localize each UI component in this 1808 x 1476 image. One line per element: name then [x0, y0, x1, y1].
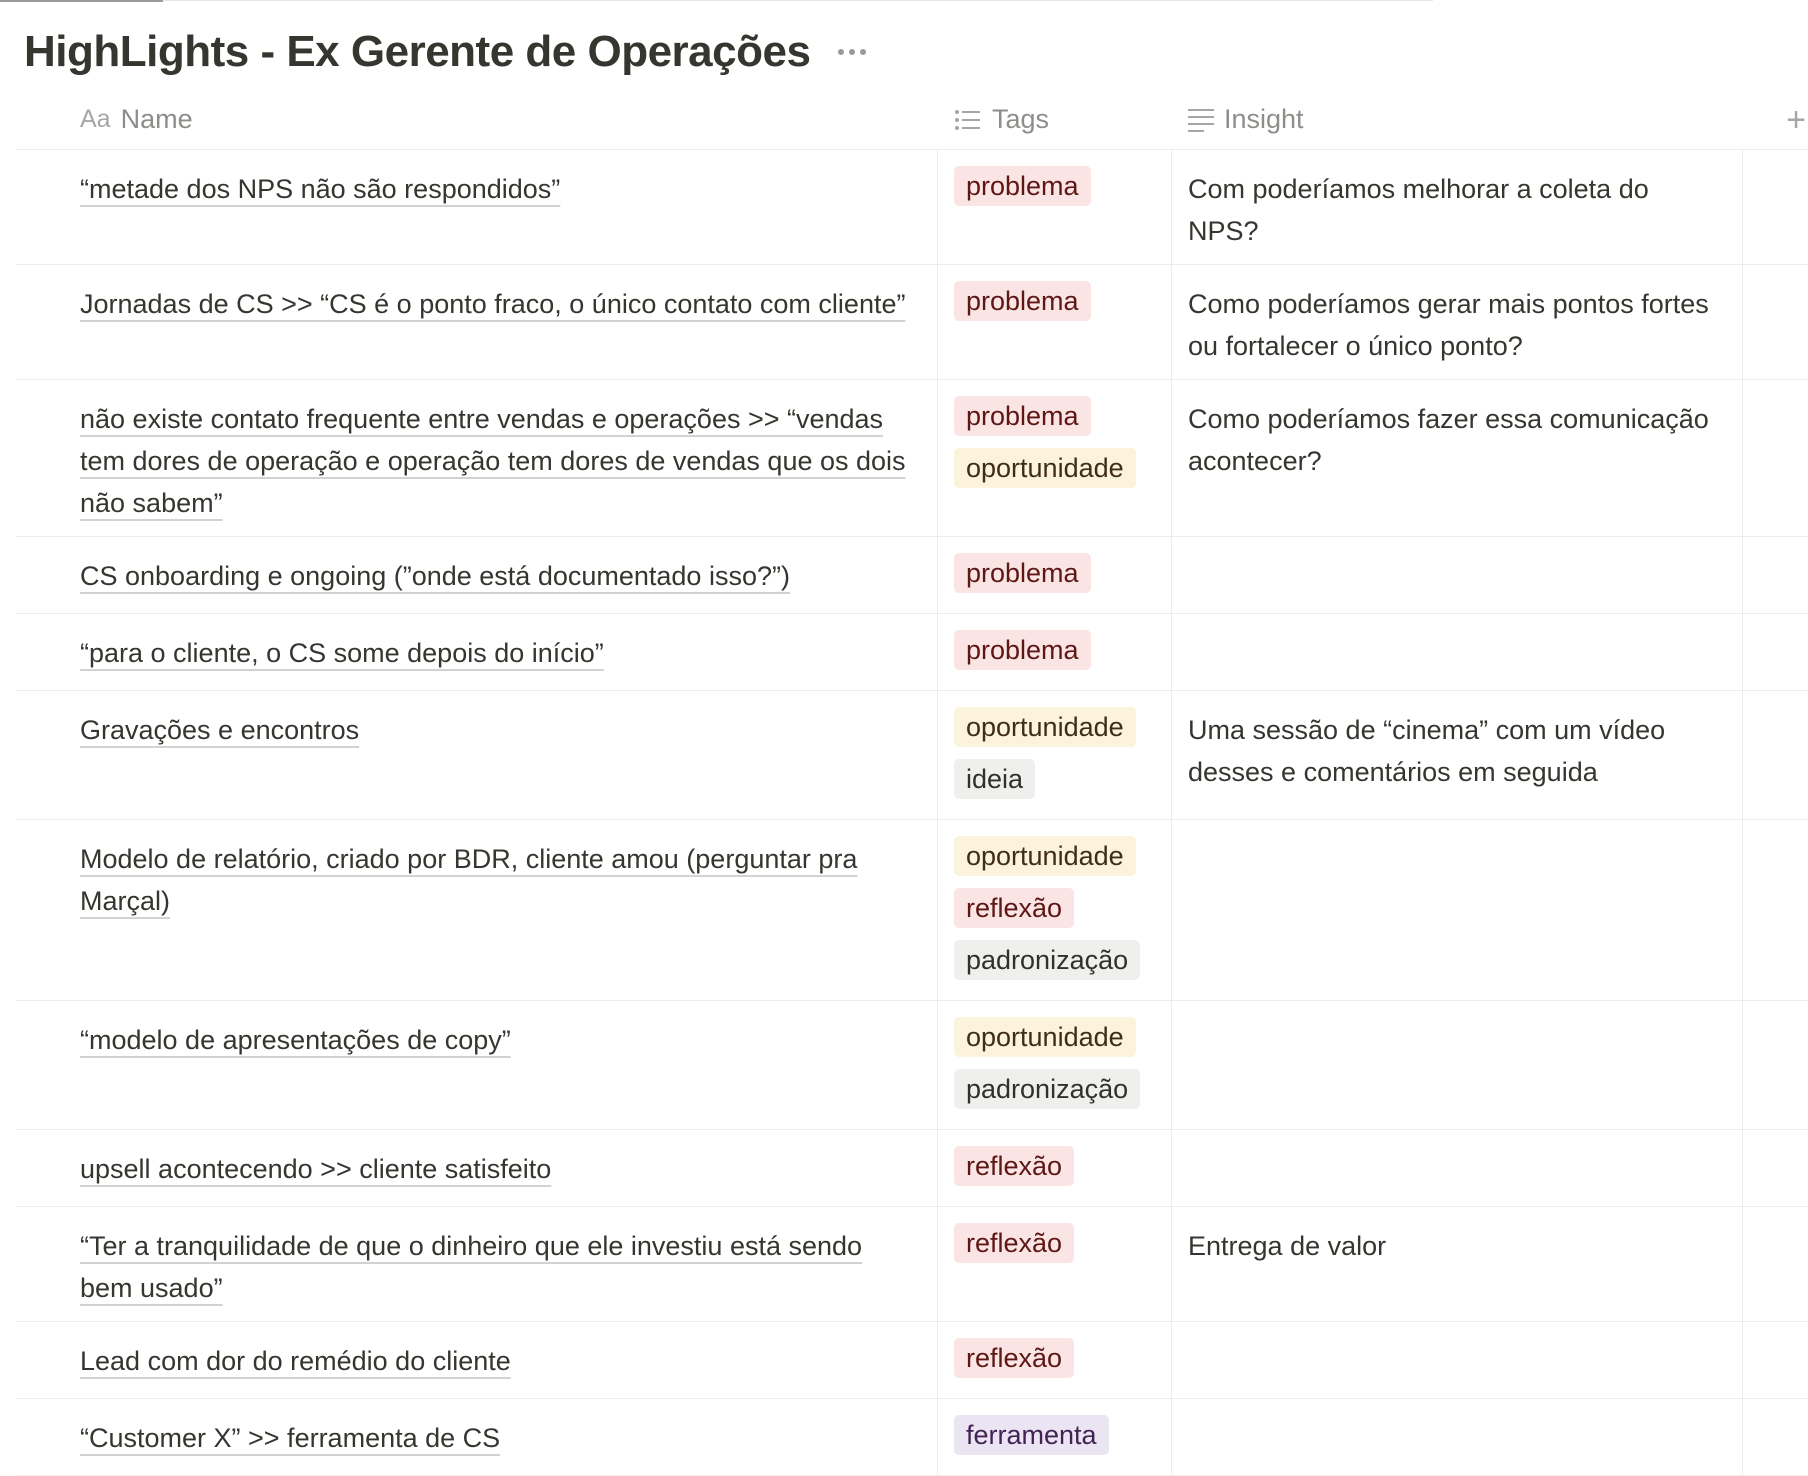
- title-row: [24, 22, 870, 82]
- cell-insight[interactable]: [1172, 820, 1743, 1000]
- row-title-link[interactable]: “modelo de apresentações de copy”: [80, 1025, 511, 1055]
- cell-name: [16, 1322, 938, 1398]
- cell-name: [16, 820, 938, 1000]
- cell-insight[interactable]: [1172, 1399, 1743, 1475]
- text-property-icon: Aa: [80, 105, 111, 133]
- tag-pill[interactable]: problema: [954, 281, 1091, 321]
- cell-tags[interactable]: [938, 820, 1172, 1000]
- row-title-link[interactable]: não existe contato frequente entre vendas e operações >> “vendas tem dores de operação e operação tem dores de vendas que os dois não sabem”: [80, 404, 906, 518]
- row-title-link[interactable]: Jornadas de CS >> “CS é o ponto fraco, o único contato com cliente”: [80, 289, 906, 319]
- cell-name: [16, 265, 938, 379]
- table-body: [16, 150, 1808, 1476]
- cell-empty: [1743, 537, 1808, 613]
- cell-empty: [1743, 1322, 1808, 1398]
- table-row[interactable]: [16, 1322, 1808, 1399]
- column-header-tags[interactable]: [938, 90, 1172, 149]
- column-header-insight-label: Insight: [1224, 104, 1304, 134]
- cell-insight[interactable]: [1172, 537, 1743, 613]
- cell-name: [16, 1001, 938, 1129]
- page-title[interactable]: HighLights - Ex Gerente de Operações: [24, 27, 811, 76]
- cell-tags[interactable]: [938, 614, 1172, 690]
- tag-pill[interactable]: oportunidade: [954, 448, 1136, 488]
- column-header-name[interactable]: [16, 90, 938, 149]
- cell-insight[interactable]: [1172, 1207, 1743, 1321]
- tag-pill[interactable]: reflexão: [954, 1223, 1074, 1263]
- cell-tags[interactable]: [938, 1399, 1172, 1475]
- cell-insight[interactable]: [1172, 150, 1743, 264]
- text-lines-icon: [1188, 108, 1214, 132]
- cell-tags[interactable]: [938, 150, 1172, 264]
- tag-pill[interactable]: problema: [954, 630, 1091, 670]
- database-table: [16, 90, 1808, 1476]
- cell-empty: [1743, 150, 1808, 264]
- cell-tags[interactable]: [938, 380, 1172, 536]
- cell-empty: [1743, 614, 1808, 690]
- cell-insight[interactable]: [1172, 1001, 1743, 1129]
- cell-name: [16, 1207, 938, 1321]
- row-title-link[interactable]: “metade dos NPS não são respondidos”: [80, 174, 561, 204]
- insight-text: Uma sessão de “cinema” com um vídeo desses e comentários em seguida: [1188, 715, 1666, 787]
- tag-pill[interactable]: padronização: [954, 940, 1140, 980]
- list-property-icon: [954, 109, 982, 131]
- cell-name: [16, 614, 938, 690]
- row-title-link[interactable]: Lead com dor do remédio do cliente: [80, 1346, 511, 1376]
- cell-empty: [1743, 265, 1808, 379]
- row-title-link[interactable]: upsell acontecendo >> cliente satisfeito: [80, 1154, 552, 1184]
- column-header-tags-label: Tags: [992, 104, 1050, 134]
- tag-pill[interactable]: ferramenta: [954, 1415, 1109, 1455]
- tag-pill[interactable]: oportunidade: [954, 707, 1136, 747]
- tag-pill[interactable]: ideia: [954, 759, 1035, 799]
- cell-empty: [1743, 380, 1808, 536]
- cell-empty: [1743, 820, 1808, 1000]
- cell-tags[interactable]: [938, 1130, 1172, 1206]
- plus-icon[interactable]: +: [1786, 100, 1806, 139]
- tag-pill[interactable]: padronização: [954, 1069, 1140, 1109]
- table-row[interactable]: [16, 1130, 1808, 1207]
- tag-pill[interactable]: problema: [954, 553, 1091, 593]
- insight-text: Como poderíamos fazer essa comunicação acontecer?: [1188, 404, 1709, 476]
- cell-empty: [1743, 691, 1808, 819]
- cell-name: [16, 150, 938, 264]
- table-row[interactable]: [16, 380, 1808, 537]
- row-title-link[interactable]: “para o cliente, o CS some depois do início”: [80, 638, 604, 668]
- row-title-link[interactable]: “Customer X” >> ferramenta de CS: [80, 1423, 501, 1453]
- column-header-name-label: Name: [120, 104, 193, 134]
- table-row[interactable]: [16, 1001, 1808, 1130]
- cell-name: [16, 691, 938, 819]
- table-header: [16, 90, 1808, 150]
- tag-pill[interactable]: oportunidade: [954, 836, 1136, 876]
- cell-insight[interactable]: [1172, 1322, 1743, 1398]
- top-divider-active: [0, 0, 163, 2]
- tag-pill[interactable]: problema: [954, 166, 1091, 206]
- column-header-insight[interactable]: [1172, 90, 1743, 149]
- cell-insight[interactable]: [1172, 691, 1743, 819]
- cell-name: [16, 1130, 938, 1206]
- cell-tags[interactable]: [938, 537, 1172, 613]
- cell-empty: [1743, 1130, 1808, 1206]
- table-row[interactable]: [16, 820, 1808, 1001]
- table-row[interactable]: [16, 537, 1808, 614]
- cell-insight[interactable]: [1172, 265, 1743, 379]
- cell-empty: [1743, 1001, 1808, 1129]
- insight-text: Entrega de valor: [1188, 1231, 1387, 1261]
- table-row[interactable]: [16, 1207, 1808, 1322]
- table-row[interactable]: [16, 691, 1808, 820]
- cell-tags[interactable]: [938, 1207, 1172, 1321]
- cell-insight[interactable]: [1172, 380, 1743, 536]
- cell-empty: [1743, 1207, 1808, 1321]
- tag-pill[interactable]: reflexão: [954, 1338, 1074, 1378]
- row-title-link[interactable]: Modelo de relatório, criado por BDR, cliente amou (perguntar pra Marçal): [80, 844, 858, 916]
- cell-insight[interactable]: [1172, 614, 1743, 690]
- top-divider: [0, 0, 1433, 1]
- tag-pill[interactable]: reflexão: [954, 1146, 1074, 1186]
- table-row[interactable]: [16, 1399, 1808, 1476]
- row-title-link[interactable]: “Ter a tranquilidade de que o dinheiro que ele investiu está sendo bem usado”: [80, 1231, 863, 1303]
- tag-pill[interactable]: oportunidade: [954, 1017, 1136, 1057]
- cell-tags[interactable]: [938, 1322, 1172, 1398]
- tag-pill[interactable]: problema: [954, 396, 1091, 436]
- table-row[interactable]: [16, 614, 1808, 691]
- more-options-icon[interactable]: [834, 43, 870, 61]
- table-row[interactable]: [16, 150, 1808, 265]
- tag-pill[interactable]: reflexão: [954, 888, 1074, 928]
- cell-name: [16, 537, 938, 613]
- insight-text: Com poderíamos melhorar a coleta do NPS?: [1188, 174, 1649, 246]
- insight-text: Como poderíamos gerar mais pontos fortes ou fortalecer o único ponto?: [1188, 289, 1709, 361]
- row-title-link[interactable]: Gravações e encontros: [80, 715, 360, 745]
- cell-tags[interactable]: [938, 265, 1172, 379]
- cell-tags[interactable]: [938, 691, 1172, 819]
- cell-empty: [1743, 1399, 1808, 1475]
- add-column-cell: [1743, 90, 1808, 149]
- cell-name: [16, 1399, 938, 1475]
- cell-tags[interactable]: [938, 1001, 1172, 1129]
- cell-insight[interactable]: [1172, 1130, 1743, 1206]
- row-title-link[interactable]: CS onboarding e ongoing (”onde está documentado isso?”): [80, 561, 790, 591]
- cell-name: [16, 380, 938, 536]
- table-row[interactable]: [16, 265, 1808, 380]
